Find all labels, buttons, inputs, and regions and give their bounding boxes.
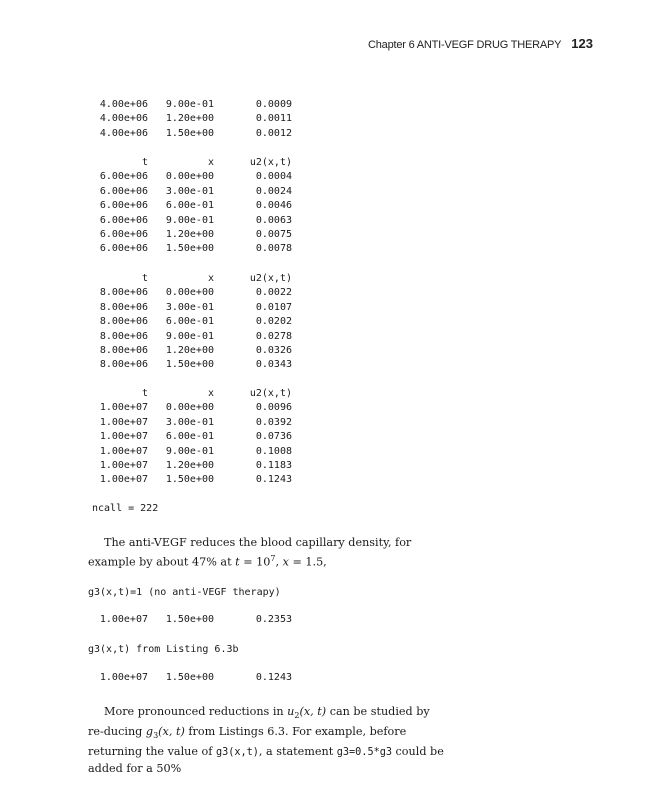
cell-u2: 0.1008 xyxy=(255,445,292,457)
cell-x: 9.00e-01 xyxy=(165,214,214,226)
page-number: 123 xyxy=(571,36,593,51)
column-header-u2: u2(x,t) xyxy=(249,273,292,284)
para1-text-d: = 1.5, xyxy=(288,555,327,569)
cell-u2: 0.1183 xyxy=(255,459,292,471)
cell-t: 1.00e+07 xyxy=(99,402,148,414)
cell-t: 8.00e+06 xyxy=(99,359,148,371)
cell-t: 6.00e+06 xyxy=(99,200,148,212)
cell-x: 9.00e-01 xyxy=(165,99,214,110)
cell-x: 9.00e-01 xyxy=(165,330,214,342)
cell-x: 3.00e-01 xyxy=(165,301,214,313)
running-head xyxy=(368,36,593,51)
para1-text-a: The anti-VEGF reduces the blood capillary density, for example by about 47% at xyxy=(88,536,412,569)
case1-row xyxy=(92,613,292,627)
cell-x: 1.20e+00 xyxy=(165,344,214,356)
case2-u2: 0.1243 xyxy=(255,672,292,683)
var-t: t xyxy=(235,555,240,569)
cell-u2: 0.0009 xyxy=(255,99,292,110)
cell-x: 1.20e+00 xyxy=(165,228,214,240)
cell-u2: 0.0024 xyxy=(255,185,292,197)
cell-u2: 0.0392 xyxy=(255,416,292,428)
column-header-t: t xyxy=(141,273,148,284)
cell-u2: 0.0004 xyxy=(255,171,292,183)
para1-text-b: = 10 xyxy=(239,555,271,569)
cell-t: 6.00e+06 xyxy=(99,228,148,240)
case1-label: g3(x,t)=1 (no anti-VEGF therapy) xyxy=(88,587,281,598)
var-u: u xyxy=(287,705,295,718)
case1-t: 1.00e+07 xyxy=(99,614,148,625)
cell-t: 8.00e+06 xyxy=(99,287,148,299)
case2-t: 1.00e+07 xyxy=(99,672,148,683)
case2-row xyxy=(92,671,292,685)
case1-u2: 0.2353 xyxy=(255,614,292,625)
var-x: x xyxy=(282,555,289,569)
cell-t: 4.00e+06 xyxy=(99,127,148,139)
cell-t: 8.00e+06 xyxy=(99,301,148,313)
column-header-t: t xyxy=(141,157,148,168)
cell-t: 1.00e+07 xyxy=(99,416,148,428)
cell-x: 0.00e+00 xyxy=(165,287,214,299)
cell-x: 1.50e+00 xyxy=(165,127,214,139)
cell-t: 6.00e+06 xyxy=(99,214,148,226)
ncall-line: ncall = 222 xyxy=(92,503,159,514)
cell-x: 1.20e+00 xyxy=(165,459,214,471)
cell-x: 1.20e+00 xyxy=(165,113,214,125)
case2-x: 1.50e+00 xyxy=(165,672,214,683)
u-args: (x, t) xyxy=(299,705,327,718)
cell-t: 8.00e+06 xyxy=(99,330,148,342)
column-header-u2: u2(x,t) xyxy=(249,157,292,168)
column-header-x: x xyxy=(207,388,214,399)
cell-t: 8.00e+06 xyxy=(99,316,148,328)
cell-u2: 0.0012 xyxy=(255,127,292,139)
cell-t: 4.00e+06 xyxy=(99,99,148,110)
u-subscript: 2 xyxy=(294,711,300,721)
cell-x: 1.50e+00 xyxy=(165,474,214,486)
cell-t: 8.00e+06 xyxy=(99,344,148,356)
cell-x: 6.00e-01 xyxy=(165,431,214,443)
column-header-u2: u2(x,t) xyxy=(249,388,292,399)
cell-u2: 0.0078 xyxy=(255,243,292,255)
g-args: (x, t) xyxy=(158,725,185,739)
para2-text-e: could be added for a 50% xyxy=(88,745,444,776)
cell-t: 6.00e+06 xyxy=(99,185,148,197)
column-header-t: t xyxy=(141,388,148,399)
cell-u2: 0.0075 xyxy=(255,228,292,240)
case1-x: 1.50e+00 xyxy=(165,614,214,625)
cell-t: 1.00e+07 xyxy=(99,431,148,443)
cell-u2: 0.0022 xyxy=(255,287,292,299)
cell-u2: 0.0736 xyxy=(255,431,292,443)
g-subscript: 3 xyxy=(153,731,159,741)
exponent: 7 xyxy=(270,554,276,563)
cell-u2: 0.0343 xyxy=(255,359,292,371)
cell-u2: 0.0202 xyxy=(255,316,292,328)
cell-t: 6.00e+06 xyxy=(99,243,148,255)
cell-u2: 0.0107 xyxy=(255,301,292,313)
code-g3-statement: g3=0.5*g3 xyxy=(336,747,392,759)
cell-u2: 0.0278 xyxy=(255,330,292,342)
cell-x: 0.00e+00 xyxy=(165,171,214,183)
cell-t: 1.00e+07 xyxy=(99,445,148,457)
cell-u2: 0.1243 xyxy=(255,474,292,486)
code-g3-call: g3(x,t) xyxy=(215,747,259,759)
para1-text-c: , xyxy=(275,555,283,569)
cell-x: 0.00e+00 xyxy=(165,402,214,414)
column-header-x: x xyxy=(207,157,214,168)
para2-text-b: can be studied by re-ducing xyxy=(88,705,430,739)
cell-x: 6.00e-01 xyxy=(165,200,214,212)
cell-t: 4.00e+06 xyxy=(99,113,148,125)
cell-x: 1.50e+00 xyxy=(165,359,214,371)
cell-x: 3.00e-01 xyxy=(165,416,214,428)
var-g: g xyxy=(145,725,154,739)
cell-t: 1.00e+07 xyxy=(99,459,148,471)
cell-x: 9.00e-01 xyxy=(165,445,214,457)
para2-text-d: , a statement xyxy=(258,745,337,759)
chapter-title: Chapter 6 ANTI-VEGF DRUG THERAPY xyxy=(368,39,562,51)
cell-u2: 0.0326 xyxy=(255,344,292,356)
column-header-x: x xyxy=(207,273,214,284)
paragraph-density-reduction xyxy=(88,535,444,571)
cell-x: 3.00e-01 xyxy=(165,185,214,197)
cell-t: 1.00e+07 xyxy=(99,474,148,486)
cell-u2: 0.0011 xyxy=(255,113,292,125)
case2-label: g3(x,t) from Listing 6.3b xyxy=(88,644,239,655)
cell-t: 6.00e+06 xyxy=(99,171,148,183)
cell-u2: 0.0063 xyxy=(255,214,292,226)
paragraph-pronounced-reductions xyxy=(88,704,444,777)
cell-u2: 0.0096 xyxy=(255,402,292,414)
cell-u2: 0.0046 xyxy=(255,200,292,212)
cell-x: 6.00e-01 xyxy=(165,316,214,328)
para2-text-c: from Listings 6.3. For example, before returning the value of xyxy=(88,725,407,759)
cell-x: 1.50e+00 xyxy=(165,243,214,255)
para2-text-a: More pronounced reductions in xyxy=(104,705,288,718)
